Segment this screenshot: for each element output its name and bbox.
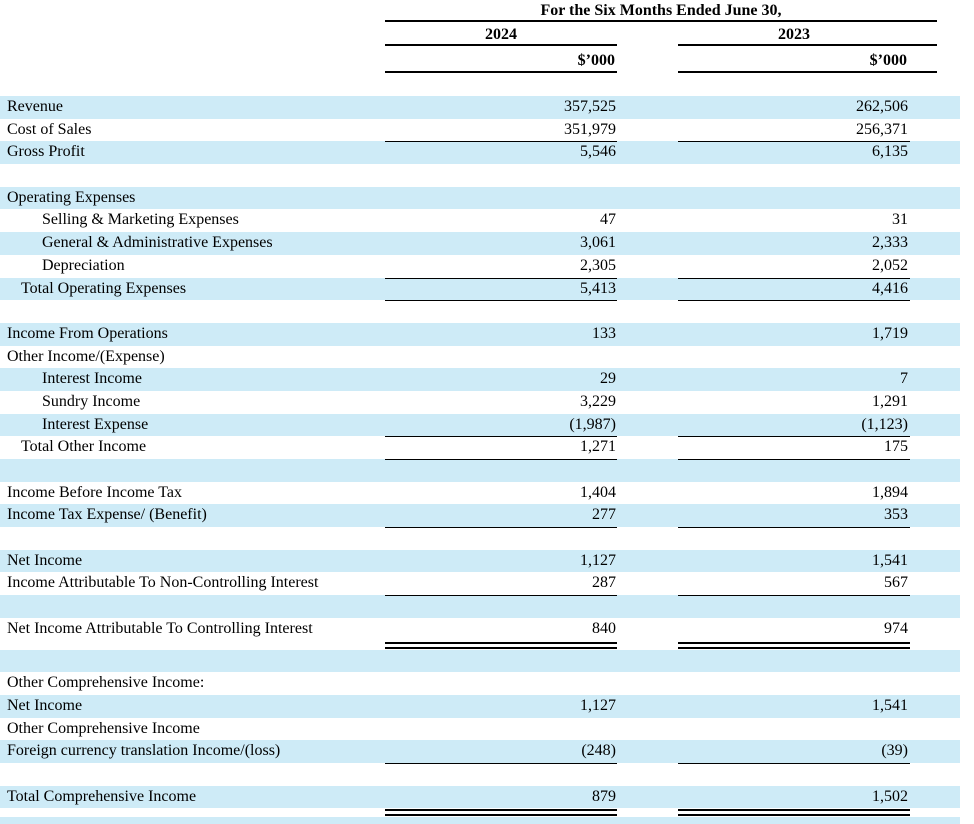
value-2024 (385, 187, 617, 210)
value-2024: 1,271 (385, 436, 617, 460)
value-2023: 1,502 (872, 787, 908, 805)
column-gap (617, 96, 678, 119)
table-row (0, 550, 960, 573)
table-row (0, 436, 960, 459)
spacer-row (0, 300, 960, 323)
tail-spacer (910, 414, 960, 438)
table-row (0, 391, 960, 414)
column-gap (617, 436, 678, 460)
row-label: Income Attributable To Non-Controlling Interest (7, 574, 319, 592)
double-rule-2024 (385, 808, 617, 817)
value-2024: 277 (385, 504, 617, 528)
table-row (0, 695, 960, 718)
row-label: Other Comprehensive Income (7, 719, 200, 737)
spacer-row (0, 595, 960, 618)
tail-spacer (910, 96, 960, 119)
tail-spacer (910, 641, 960, 650)
units-2023: $’000 (678, 46, 937, 73)
row-label: Other Income/(Expense) (7, 347, 165, 365)
table-row (0, 672, 960, 695)
table-row (0, 96, 960, 119)
row-label: Sundry Income (42, 392, 141, 410)
value-2023: 1,541 (872, 551, 908, 569)
table-row (0, 504, 960, 527)
value-2024: 47 (600, 211, 616, 229)
column-gap (617, 695, 678, 718)
table-row (0, 572, 960, 595)
tail-spacer (910, 740, 960, 764)
value-2024: 1,404 (580, 483, 616, 501)
value-2023: 7 (900, 370, 908, 388)
value-2023: 2,052 (678, 255, 910, 279)
row-label: Interest Income (42, 370, 142, 388)
value-2023: (1,123) (678, 414, 910, 438)
tail-spacer (910, 232, 960, 255)
table-row (0, 618, 960, 641)
tail-spacer (910, 141, 960, 164)
table-row (0, 346, 960, 369)
value-2023: 4,416 (678, 278, 910, 302)
row-label: Income From Operations (7, 324, 168, 342)
value-2024: (248) (385, 740, 617, 764)
value-2023: 974 (884, 619, 908, 637)
row-label: Operating Expenses (7, 188, 136, 206)
value-2024: 1,127 (580, 696, 616, 714)
label-spacer (0, 641, 385, 650)
table-row (0, 187, 960, 210)
table-row (0, 740, 960, 763)
row-label: Net Income Attributable To Controlling Interest (7, 619, 313, 637)
column-gap (617, 786, 678, 809)
column-gap (617, 414, 678, 438)
value-2023: (39) (678, 740, 910, 764)
row-label: Gross Profit (7, 143, 85, 161)
table-row (0, 414, 960, 437)
column-gap (617, 278, 678, 302)
value-2024: 2,305 (385, 255, 617, 279)
spacer-row (0, 763, 960, 786)
value-2023 (678, 346, 910, 369)
statement-body (0, 96, 974, 824)
row-label: Total Operating Expenses (21, 279, 187, 297)
value-2024 (385, 346, 617, 369)
period-title: For the Six Months Ended June 30, (385, 1, 937, 22)
row-label: Depreciation (42, 256, 125, 274)
row-label: Income Tax Expense/ (Benefit) (7, 506, 207, 524)
column-gap (617, 718, 678, 741)
tail-spacer (910, 368, 960, 391)
tail-spacer (910, 278, 960, 302)
spacer-row (0, 459, 960, 482)
spacer-row (0, 527, 960, 550)
value-2023: 353 (678, 504, 910, 528)
value-2023: 1,541 (872, 696, 908, 714)
row-label: Interest Expense (42, 415, 149, 433)
table-row (0, 209, 960, 232)
column-gap (617, 209, 678, 232)
double-rule-row (0, 641, 960, 650)
value-2023: 1,719 (872, 324, 908, 342)
table-row (0, 278, 960, 301)
table-header (385, 0, 937, 73)
value-2023: 1,291 (872, 392, 908, 410)
row-label: Foreign currency translation Income/(loss) (7, 742, 281, 760)
label-spacer (0, 808, 385, 817)
column-gap (617, 141, 678, 164)
tail-spacer (910, 209, 960, 232)
tail-spacer (910, 718, 960, 741)
tail-spacer (910, 323, 960, 346)
table-row (0, 232, 960, 255)
row-label: Revenue (7, 98, 63, 115)
tail-spacer (910, 391, 960, 414)
spacer-row (0, 164, 960, 187)
column-gap (617, 504, 678, 528)
row-label: Net Income (7, 551, 83, 569)
table-row (0, 141, 960, 164)
column-gap (617, 368, 678, 391)
value-2024: 5,546 (580, 143, 616, 161)
value-2023: 567 (678, 572, 910, 596)
double-underline (678, 642, 910, 649)
column-gap (617, 232, 678, 255)
double-rule-row (0, 808, 960, 817)
double-underline (385, 809, 617, 816)
tail-spacer (910, 255, 960, 279)
tail-spacer (910, 572, 960, 596)
tail-spacer (910, 119, 960, 143)
value-2024: (1,987) (385, 414, 617, 438)
value-2023 (678, 718, 910, 741)
value-2024: 351,979 (385, 119, 617, 143)
value-2023 (678, 187, 910, 210)
value-2023: 262,506 (856, 98, 908, 115)
table-row (0, 718, 960, 741)
value-2024: 879 (592, 787, 616, 805)
column-gap (617, 740, 678, 764)
value-2024 (385, 672, 617, 695)
bottom-strip (0, 817, 960, 824)
row-label: Other Comprehensive Income: (7, 674, 205, 692)
tail-spacer (910, 482, 960, 505)
double-rule-2024 (385, 641, 617, 650)
value-2024 (385, 718, 617, 741)
tail-spacer (910, 695, 960, 718)
table-row (0, 368, 960, 391)
table-row (0, 119, 960, 142)
units-2024: $’000 (385, 46, 617, 73)
double-rule-2023 (678, 641, 910, 650)
year-2023-header: 2023 (678, 22, 937, 46)
tail-spacer (910, 618, 960, 641)
column-gap (617, 641, 678, 650)
value-2023: 256,371 (678, 119, 910, 143)
value-2024: 840 (592, 619, 616, 637)
column-gap (617, 618, 678, 641)
tail-spacer (910, 436, 960, 460)
table-row (0, 255, 960, 278)
column-gap (617, 119, 678, 143)
double-rule-2023 (678, 808, 910, 817)
table-row (0, 786, 960, 809)
column-gap (617, 482, 678, 505)
value-2023 (678, 672, 910, 695)
tail-spacer (910, 504, 960, 528)
year-header-row (385, 22, 937, 46)
column-gap (617, 572, 678, 596)
double-underline (385, 642, 617, 649)
tail-spacer (910, 786, 960, 809)
column-gap (617, 808, 678, 817)
column-gap (617, 391, 678, 414)
row-label: General & Administrative Expenses (42, 234, 273, 252)
column-gap (617, 672, 678, 695)
value-2023: 175 (678, 436, 910, 460)
value-2024: 287 (385, 572, 617, 596)
value-2023: 6,135 (872, 143, 908, 161)
units-header-row (385, 46, 937, 73)
row-label: Income Before Income Tax (7, 483, 182, 501)
table-row (0, 323, 960, 346)
column-gap (617, 46, 678, 73)
column-gap (617, 255, 678, 279)
row-label: Total Comprehensive Income (7, 787, 197, 805)
year-2024-header: 2024 (385, 22, 617, 46)
double-underline (678, 809, 910, 816)
value-2024: 5,413 (385, 278, 617, 302)
column-gap (617, 550, 678, 573)
row-label: Cost of Sales (7, 120, 92, 138)
value-2024: 3,061 (580, 234, 616, 252)
value-2024: 133 (592, 324, 616, 342)
value-2024: 1,127 (580, 551, 616, 569)
column-gap (617, 323, 678, 346)
value-2023: 1,894 (872, 483, 908, 501)
tail-spacer (910, 187, 960, 210)
tail-spacer (910, 808, 960, 817)
row-label: Selling & Marketing Expenses (42, 211, 239, 229)
value-2023: 31 (892, 211, 908, 229)
column-gap (617, 187, 678, 210)
tail-spacer (910, 550, 960, 573)
value-2024: 3,229 (580, 392, 616, 410)
spacer-row (0, 650, 960, 673)
column-gap (617, 346, 678, 369)
tail-spacer (910, 346, 960, 369)
tail-spacer (910, 672, 960, 695)
value-2024: 357,525 (564, 98, 616, 115)
table-row (0, 482, 960, 505)
value-2024: 29 (600, 370, 616, 388)
row-label: Net Income (7, 696, 83, 714)
row-label: Total Other Income (21, 438, 147, 456)
value-2023: 2,333 (872, 234, 908, 252)
column-gap (617, 22, 678, 46)
